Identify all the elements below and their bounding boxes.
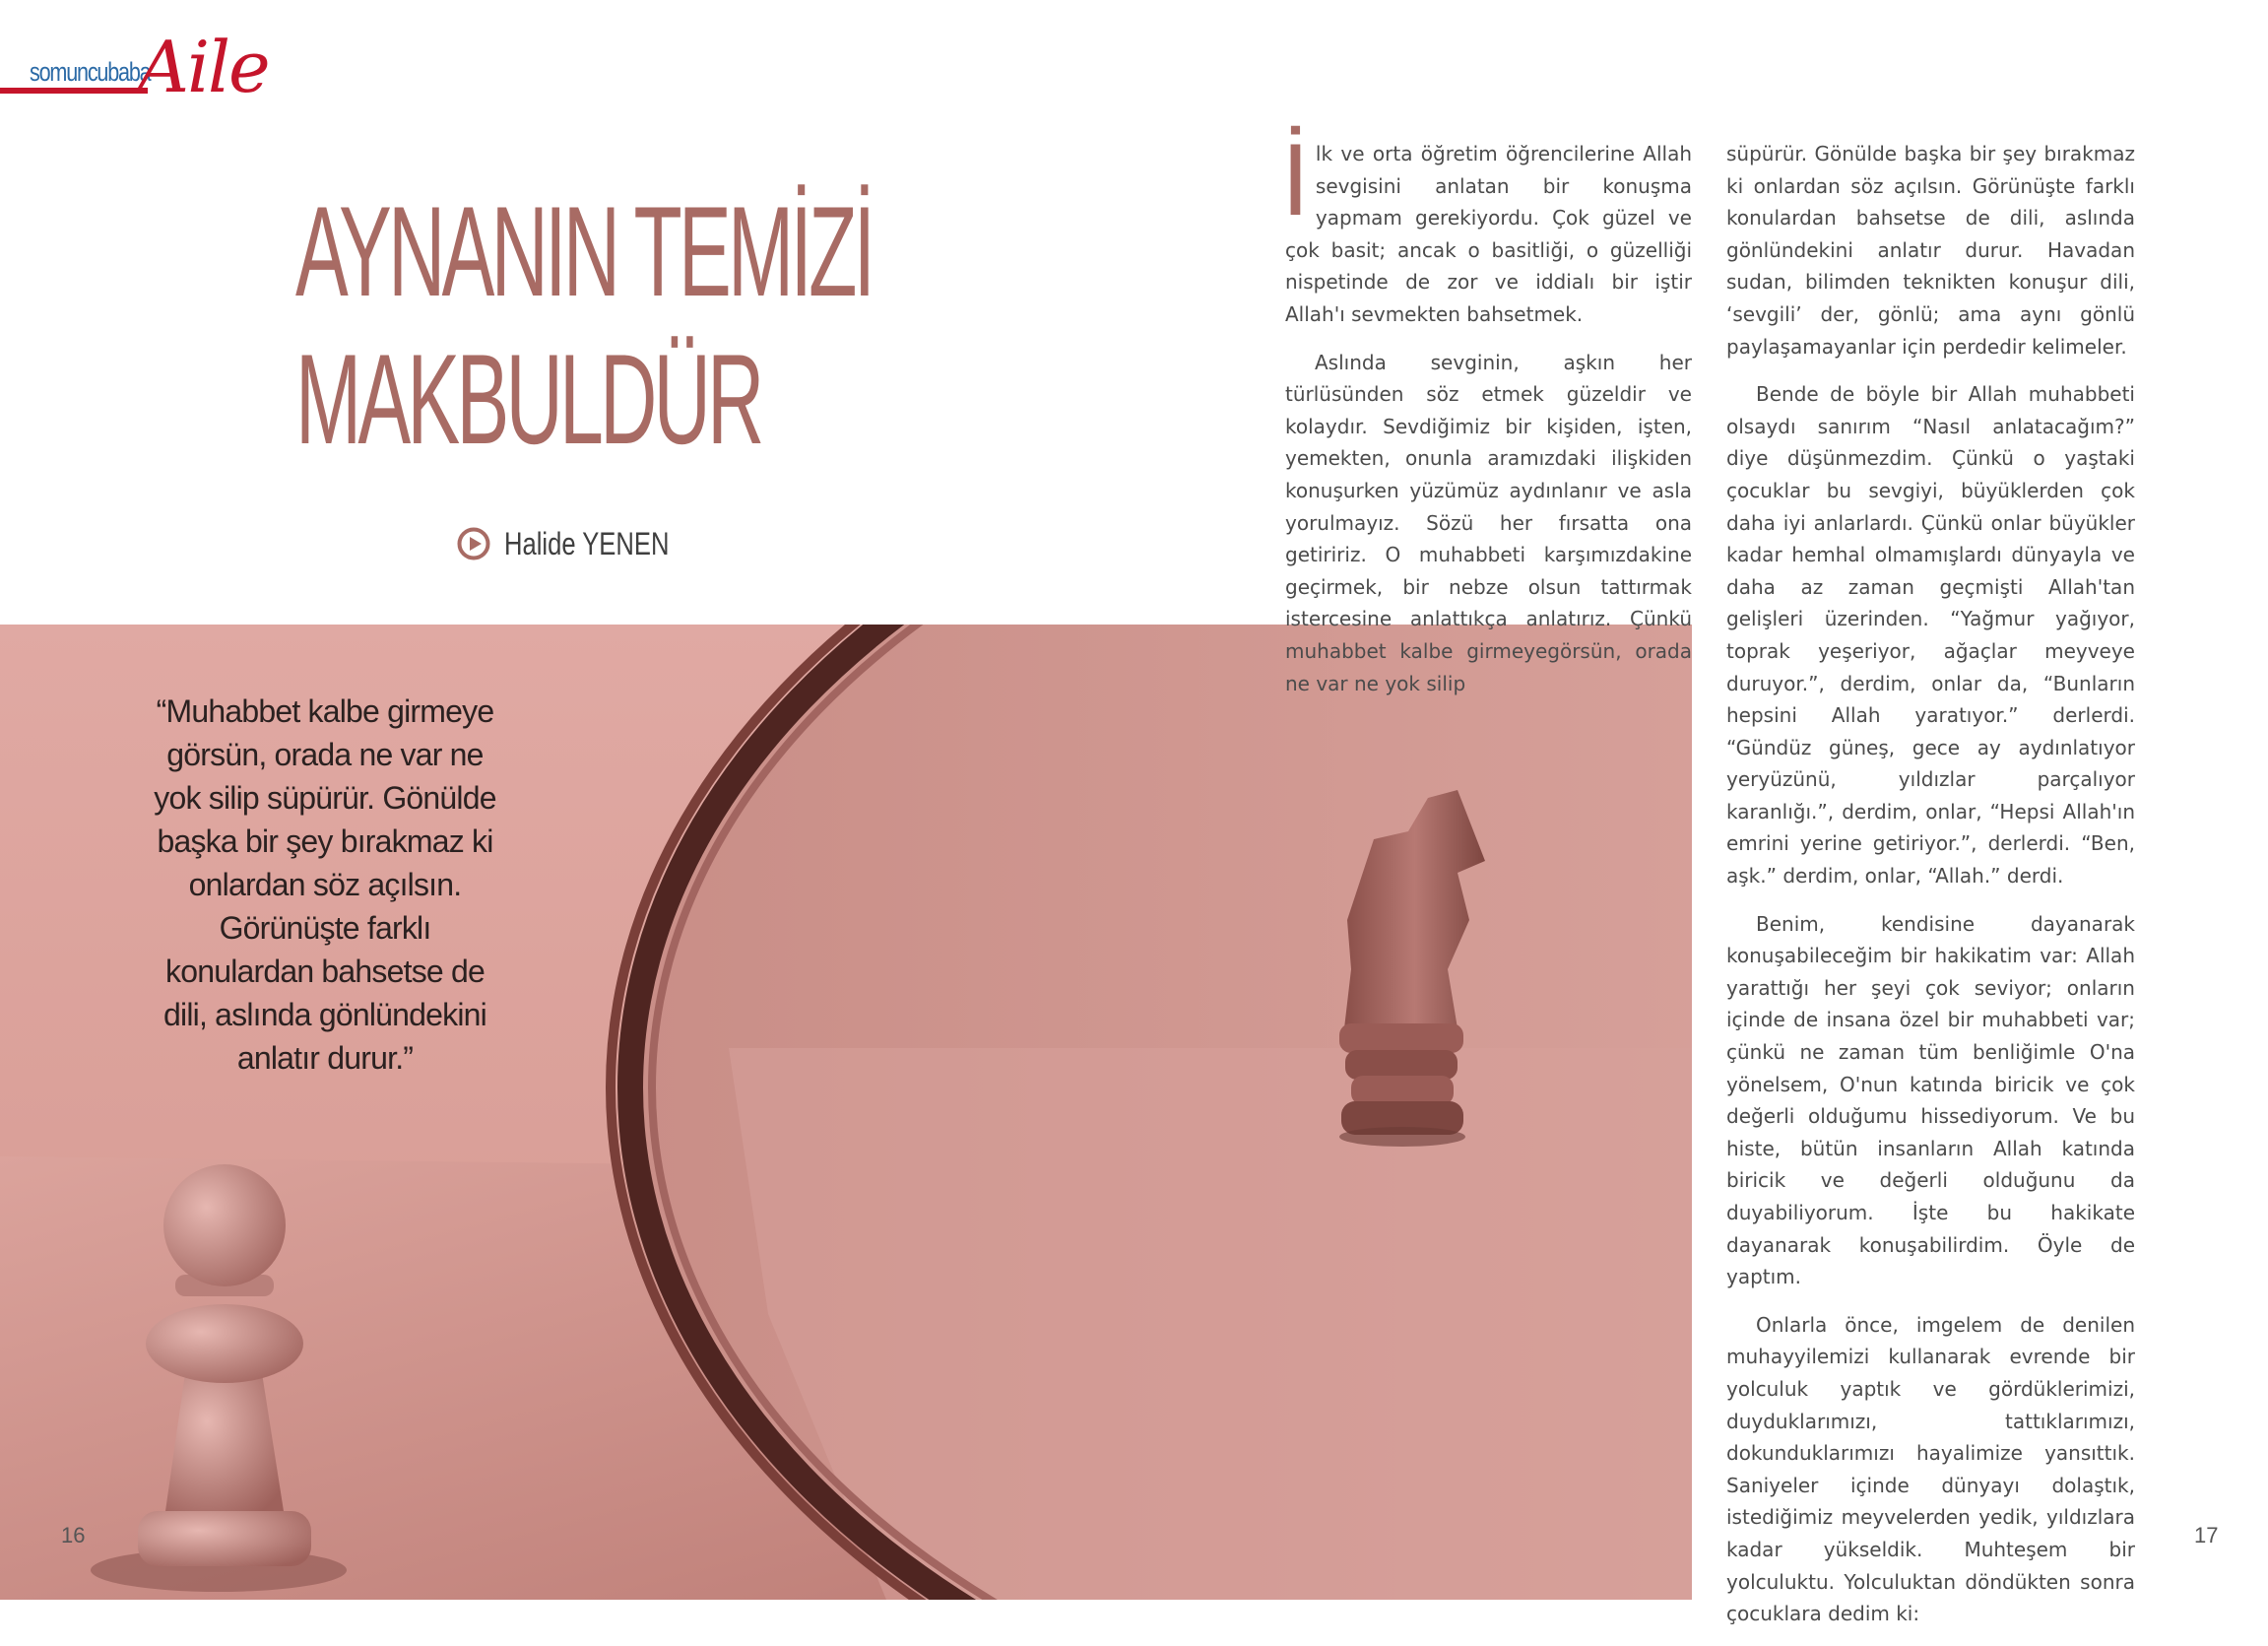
paragraph: Onlarla önce, imgelem de denilen muhayyilemizi kullanarak evrende bir yolculuk yaptık ve gördüklerimizi, duyduklarımızı, tattıklarımızı, dokunduklarımızı hayalimize yansıttık. Saniyeler içinde dünyayı dolaştık, istediğimiz meyvelerden yedik, yıldızlara kadar yükseldik. Muhteşem bir yolculuktu. Yolculuktan döndükten sonra çocuklara dedim ki: xyxy=(1726,1312,2135,1626)
body-column-1 xyxy=(1281,123,1692,715)
author-byline xyxy=(457,522,710,565)
paragraph: süpürür. Gönülde başka bir şey bırakmaz ki onlardan söz açılsın. Görünüşte farklı konulardan bahsetse de dili, aslında gönlündekini anlatır durur. Havadan sudan, bilimden teknikten konuşur dili, ‘sevgili’ der, gönlü; ama aynı gönlü paylaşamayanlar için perdedir kelimeler. xyxy=(1726,142,2135,359)
title-line-2: MAKBULDÜR xyxy=(295,327,761,471)
body-column-2 xyxy=(1726,138,2135,1646)
drop-cap: İ xyxy=(1281,123,1310,237)
page-number-right: 17 xyxy=(2194,1523,2219,1547)
article-title xyxy=(295,177,886,473)
author-name: Halide YENEN xyxy=(504,525,670,561)
pull-quote: “Muhabbet kalbe girmeye görsün, orada ne var ne yok silip süpürür. Gönülde başka bir şey bırakmaz ki onlardan söz açılsın. Görünüşte farklı konulardan bahsetse de dili, aslında gönlündekini anlatır durur.” xyxy=(154,693,496,1076)
brand-red-bar xyxy=(0,88,148,94)
paragraph: Bende de böyle bir Allah muhabbeti olsaydı sanırım “Nasıl anlatacağım?” diye düşünmezdim. Çünkü o yaştaki çocuklar bu sevgiyi, büyüklerden çok daha iyi anlarlardı. Çünkü onlar büyükler kadar hemhal olmamışlardı dünyayla ve daha az zaman geçmişti Allah'tan gelişleri üzerinden. “Yağmur yağıyor, toprak yeşeriyor, ağaçlar meyveye duruyor.”, derdim, onlar da, “Bunların hepsini Allah yaratıyor.” derlerdi. “Gündüz güneş, gece ay aydınlatıyor yeryüzünü, yıldızlar parçalıyor karanlığı.”, derdim, onlar, “Hepsi Allah'ın emrini yerine getiriyor.”, derlerdi. “Ben, aşk.” derdim, onlar, “Allah.” derdi. xyxy=(1726,382,2135,889)
play-circle-icon xyxy=(457,527,490,560)
page-number-left: 16 xyxy=(61,1523,86,1547)
paragraph: Aslında sevginin, aşkın her türlüsünden söz etmek güzeldir ve kolaydır. Sevdiğimiz bir kişiden, işten, yemekten, onunla aramızdaki ilişkiden konuşurken yüzümüz aydınlanır ve asla yorulmayız. Sözü her fırsatta ona getiririz. O muhabbeti karşımızdakine geçirmek, bir nebze olsun tattırmak istercesine anlattıkça anlatırız. Çünkü muhabbet kalbe girmeyegörsün, orada ne var ne yok silip xyxy=(1285,350,1692,695)
title-line-1: AYNANIN TEMİZİ xyxy=(295,179,873,323)
brand-logo xyxy=(0,26,269,110)
brand-section-script: Aile xyxy=(138,26,269,108)
paragraph xyxy=(1281,123,1692,331)
paragraph: Benim, kendisine dayanarak konuşabileceğim bir hakikatim var: Allah yarattığı her şeyi çok seviyor; onların içinde de insana özel bir muhabbeti var; çünkü ne zaman tüm benliğimle O'na yönelsem, O'nun katında biricik ve çok değerli olduğumu hissediyorum. Ve bu histe, bütün insanların Allah katında biricik ve değerli olduğunu da duyabiliyorum. İşte bu hakikate dayanarak konuşabilirdim. Öyle de yaptım. xyxy=(1726,911,2135,1289)
brand-name: somuncubaba xyxy=(30,57,151,87)
paragraph-text: lk ve orta öğretim öğrencilerine Allah sevgisini anlatan bir konuşma yapmam gerekiyordu. Çok güzel ve çok basit; ancak o basitliği, o güzelliği nispetinde de zor ve iddialı bir iştir Allah'ı sevmekten bahsetmek. xyxy=(1285,142,1692,326)
